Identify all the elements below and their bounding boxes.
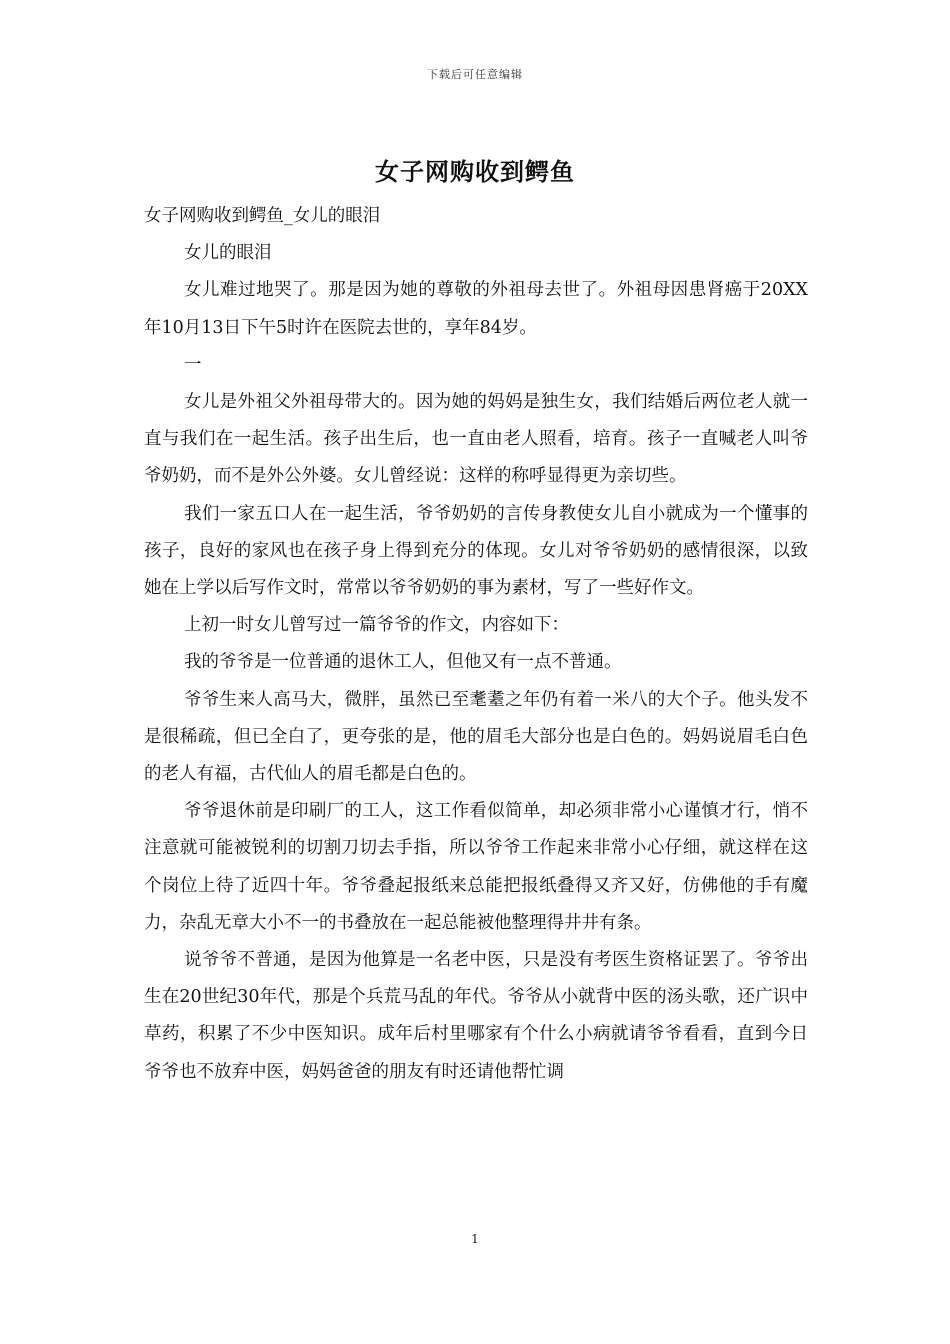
paragraph: 我们一家五口人在一起生活，爷爷奶奶的言传身教使女儿自小就成为一个懂事的孩子，良好的家风也在孩子身上得到充分的体现。女儿对爷爷奶奶的感情很深，以致她在上学以后写作文时，常常以爷爷奶奶的事为素材，写了一些好作文。 [144,503,808,599]
paragraph: 女儿是外祖父外祖母带大的。因为她的妈妈是独生女，我们结婚后两位老人就一直与我们在一起生活。孩子出生后，也一直由老人照看，培育。孩子一直喊老人叫爷爷奶奶，而不是外公外婆。女儿曾经说：这样的称呼显得更为亲切些。 [144,392,808,487]
paragraph: 上初一时女儿曾写过一篇爷爷的作文，内容如下： [184,615,569,636]
paragraph: 爷爷生来人高马大，微胖，虽然已至耄耋之年仍有着一米八的大个子。他头发不是很稀疏，但已全白了，更夸张的是，他的眉毛大部分也是白色的。妈妈说眉毛白色的老人有福，古代仙人的眉毛都是白色的。 [144,689,808,785]
page-number: 1 [471,1232,479,1246]
paragraph: 说爷爷不普通，是因为他算是一名老中医，只是没有考医生资格证罢了。爷爷出生在20世纪30年代，那是个兵荒马乱的年代。爷爷从小就背中医的汤头歌，还广识中草药，积累了不少中医知识。成年后村里哪家有个什么小病就请爷爷看看，直到今日爷爷也不放弃中医，妈妈爸爸的朋友有时还请他帮忙调 [144,950,808,1082]
paragraph: 一 [184,354,202,375]
paragraph: 女子网购收到鳄鱼_女儿的眼泪 [144,206,381,226]
paragraph: 爷爷退休前是印刷厂的工人，这工作看似简单，却必须非常小心谨慎才行，悄不注意就可能被锐利的切割刀切去手指，所以爷爷工作起来非常小心仔细，就这样在这个岗位上待了近四十年。爷爷叠起报纸来总能把报纸叠得又齐又好，仿佛他的手有魔力，杂乱无章大小不一的书叠放在一起总能被他整理得井井有条。 [144,801,808,933]
document-title: 女子网购收到鳄鱼 [375,157,575,186]
paragraph: 女儿难过地哭了。那是因为她的尊敬的外祖母去世了。外祖母因患肾癌于20XX年10月13日下午5时许在医院去世的，享年84岁。 [144,280,808,338]
header-note: 下载后可任意编辑 [427,68,523,81]
paragraph: 女儿的眼泪 [184,243,272,264]
document-body [144,198,808,1091]
paragraph: 我的爷爷是一位普通的退休工人，但他又有一点不普通。 [184,652,622,673]
